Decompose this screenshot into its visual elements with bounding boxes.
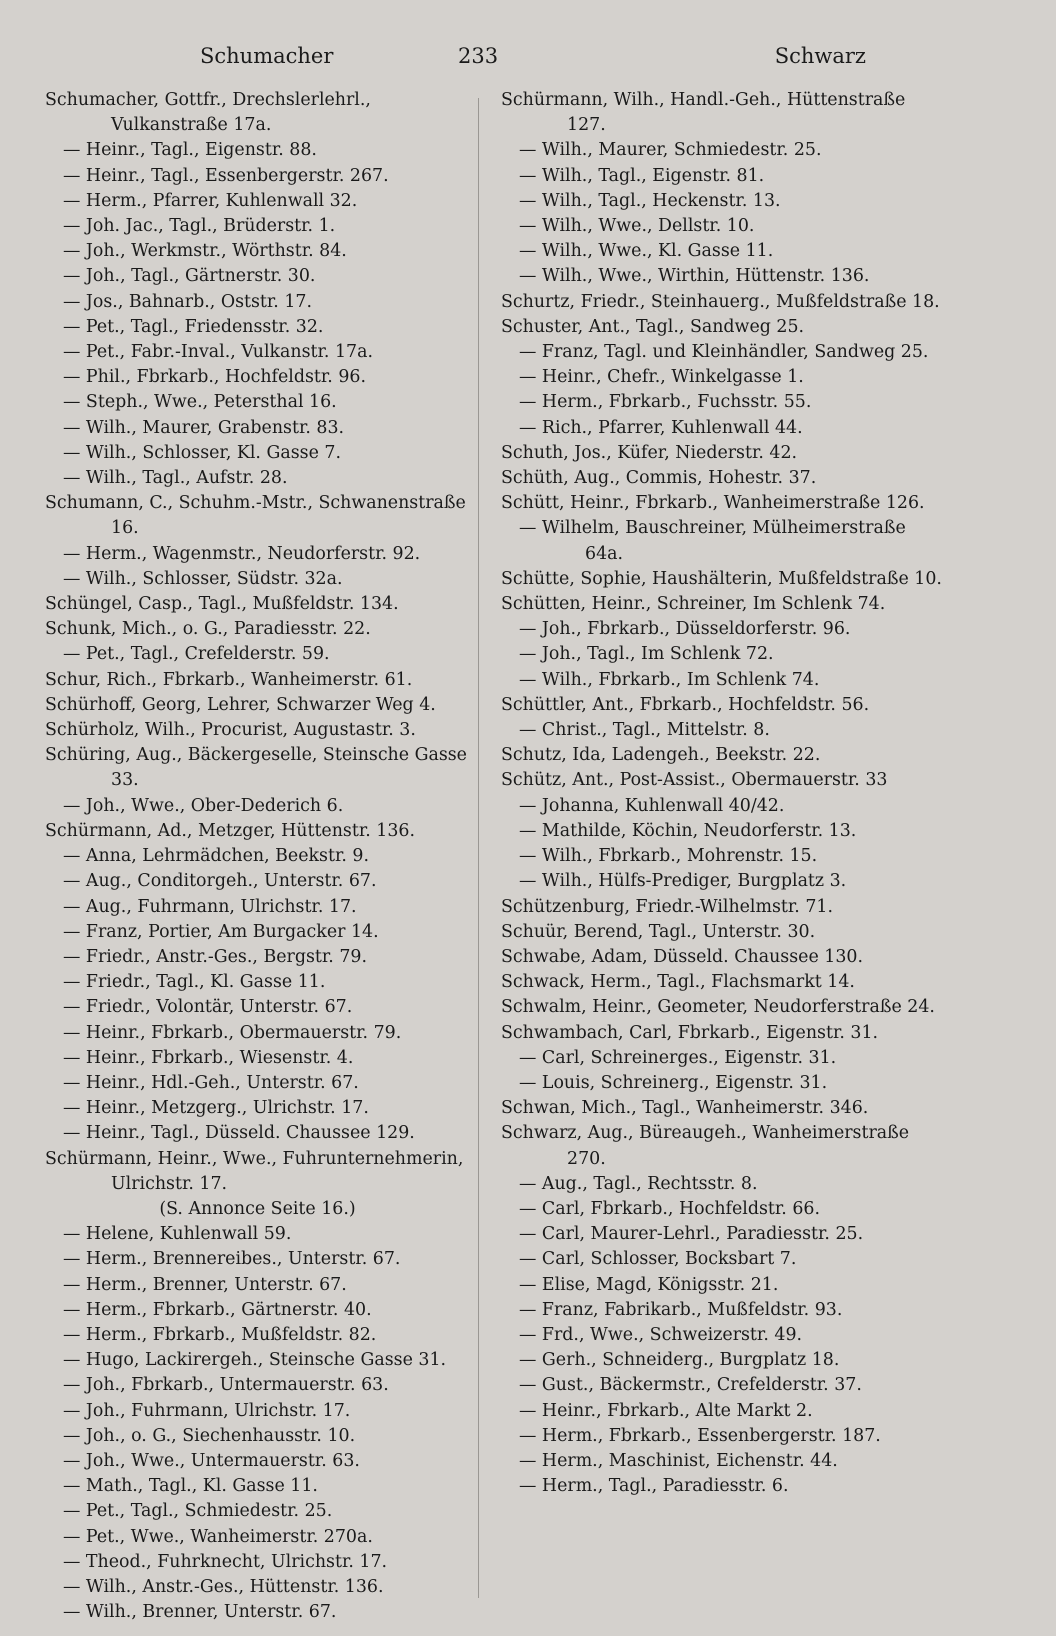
directory-entry: — Joh., Werkmstr., Wörthstr. 84. xyxy=(63,241,347,262)
directory-entry: Schüttler, Ant., Fbrkarb., Hochfeldstr. 56. xyxy=(501,694,870,715)
directory-entry: — Herm., Fbrkarb., Essenbergerstr. 187. xyxy=(519,1425,881,1446)
directory-entry: — Aug., Conditorgeh., Unterstr. 67. xyxy=(63,871,377,892)
directory-entry: — Carl, Maurer-Lehrl., Paradiesstr. 25. xyxy=(519,1224,864,1245)
directory-entry: — Heinr., Tagl., Eigenstr. 88. xyxy=(63,140,317,161)
directory-entry: — Wilh., Maurer, Schmiedestr. 25. xyxy=(519,140,822,161)
directory-entry: — Friedr., Anstr.-Ges., Bergstr. 79. xyxy=(63,946,367,967)
directory-entry: Schuür, Berend, Tagl., Unterstr. 30. xyxy=(501,921,816,942)
right-catchword: Schwarz xyxy=(774,44,866,68)
directory-entry: — Heinr., Fbrkarb., Obermauerstr. 79. xyxy=(63,1022,402,1043)
directory-entry: — Joh., Fbrkarb., Untermauerstr. 63. xyxy=(63,1375,389,1396)
directory-entry: Schuth, Jos., Küfer, Niederstr. 42. xyxy=(501,442,798,463)
directory-entry: — Pet., Tagl., Friedensstr. 32. xyxy=(63,316,324,337)
directory-entry: — Wilh., Tagl., Heckenstr. 13. xyxy=(519,190,781,211)
directory-entry: — Heinr., Chefr., Winkelgasse 1. xyxy=(519,367,804,388)
directory-entry: — Wilh., Wwe., Wirthin, Hüttenstr. 136. xyxy=(519,266,870,287)
directory-entry: — Christ., Tagl., Mittelstr. 8. xyxy=(519,720,770,741)
directory-entry: Schur, Rich., Fbrkarb., Wanheimerstr. 61. xyxy=(45,669,413,690)
directory-entry: — Wilh., Brenner, Unterstr. 67. xyxy=(63,1602,337,1623)
directory-entry: Schüring, Aug., Bäckergeselle, Steinsche Gasse 33. xyxy=(45,745,467,791)
directory-entry: — Franz, Fabrikarb., Mußfeldstr. 93. xyxy=(519,1299,843,1320)
directory-entry: — Herm., Brennereibes., Unterstr. 67. xyxy=(63,1249,401,1270)
directory-entry: Schunk, Mich., o. G., Paradiesstr. 22. xyxy=(45,619,371,640)
directory-entry: Schütt, Heinr., Fbrkarb., Wanheimerstraße 126. xyxy=(501,493,925,514)
directory-entry: — Herm., Brenner, Unterstr. 67. xyxy=(63,1274,347,1295)
directory-entry: Schwarz, Aug., Büreaugeh., Wanheimerstraße 270. xyxy=(501,1123,910,1169)
directory-entry: — Aug., Tagl., Rechtsstr. 8. xyxy=(519,1173,758,1194)
directory-entry: — Friedr., Volontär, Unterstr. 67. xyxy=(63,997,353,1018)
directory-entry: — Joh., Fuhrmann, Ulrichstr. 17. xyxy=(63,1400,351,1421)
directory-entry: — Joh., Tagl., Gärtnerstr. 30. xyxy=(63,266,316,287)
directory-entry: Schumacher, Gottfr., Drechslerlehrl., Vulkanstraße 17a. xyxy=(45,90,371,136)
directory-entry: — Elise, Magd, Königsstr. 21. xyxy=(519,1274,779,1295)
directory-entry: — Johanna, Kuhlenwall 40/42. xyxy=(519,795,785,816)
directory-entry: — Wilh., Fbrkarb., Im Schlenk 74. xyxy=(519,669,820,690)
directory-entry: Schwack, Herm., Tagl., Flachsmarkt 14. xyxy=(501,972,855,993)
directory-entry: — Herm., Fbrkarb., Mußfeldstr. 82. xyxy=(63,1324,377,1345)
directory-entry: Schumann, C., Schuhm.-Mstr., Schwanenstraße 16. xyxy=(45,493,466,539)
directory-entry: — Herm., Pfarrer, Kuhlenwall 32. xyxy=(63,190,358,211)
directory-entry: Schütte, Sophie, Haushälterin, Mußfeldstraße 10. xyxy=(501,568,942,589)
directory-entry: — Joh., Fbrkarb., Düsseldorferstr. 96. xyxy=(519,619,851,640)
directory-entry: — Wilh., Wwe., Kl. Gasse 11. xyxy=(519,241,774,262)
directory-entry: Schürmann, Wilh., Handl.-Geh., Hüttenstraße 127. xyxy=(501,90,906,136)
directory-entry: Schwalm, Heinr., Geometer, Neudorferstraße 24. xyxy=(501,997,935,1018)
directory-entry: — Jos., Bahnarb., Oststr. 17. xyxy=(63,291,313,312)
directory-entry: Schuster, Ant., Tagl., Sandweg 25. xyxy=(501,316,805,337)
directory-entry: — Math., Tagl., Kl. Gasse 11. xyxy=(63,1476,318,1497)
directory-entry: Schürhoff, Georg, Lehrer, Schwarzer Weg 4. xyxy=(45,694,436,715)
directory-entry: Schwabe, Adam, Düsseld. Chaussee 130. xyxy=(501,946,863,967)
directory-entry: — Hugo, Lackirergeh., Steinsche Gasse 31. xyxy=(63,1350,447,1371)
directory-entry: Schwambach, Carl, Fbrkarb., Eigenstr. 31. xyxy=(501,1022,879,1043)
directory-entry: — Carl, Schlosser, Bocksbart 7. xyxy=(519,1249,797,1270)
directory-entry: — Friedr., Tagl., Kl. Gasse 11. xyxy=(63,972,326,993)
directory-entry: — Mathilde, Köchin, Neudorferstr. 13. xyxy=(519,820,857,841)
directory-entry: — Joh., Wwe., Untermauerstr. 63. xyxy=(63,1450,360,1471)
directory-entry: — Phil., Fbrkarb., Hochfeldstr. 96. xyxy=(63,367,367,388)
directory-entry: — Pet., Wwe., Wanheimerstr. 270a. xyxy=(63,1526,373,1547)
directory-entry: — Heinr., Tagl., Essenbergerstr. 267. xyxy=(63,165,389,186)
page-header xyxy=(40,44,1016,80)
directory-entry: Schütz, Ant., Post-Assist., Obermauerstr. 33 xyxy=(501,770,888,791)
directory-entry: — Heinr., Fbrkarb., Wiesenstr. 4. xyxy=(63,1047,354,1068)
directory-entry: — Gust., Bäckermstr., Crefelderstr. 37. xyxy=(519,1375,862,1396)
directory-entry: — Herm., Tagl., Paradiesstr. 6. xyxy=(519,1476,789,1497)
directory-entry: — Joh., Wwe., Ober-Dederich 6. xyxy=(63,795,344,816)
directory-entry: — Wilh., Fbrkarb., Mohrenstr. 15. xyxy=(519,846,818,867)
directory-entry: — Pet., Tagl., Crefelderstr. 59. xyxy=(63,644,330,665)
directory-entry: — Heinr., Metzgerg., Ulrichstr. 17. xyxy=(63,1098,369,1119)
directory-entry: — Heinr., Fbrkarb., Alte Markt 2. xyxy=(519,1400,813,1421)
directory-entry: — Wilh., Hülfs-Prediger, Burgplatz 3. xyxy=(519,871,847,892)
directory-entry: — Heinr., Hdl.-Geh., Unterstr. 67. xyxy=(63,1072,359,1093)
right-column xyxy=(501,88,949,1499)
directory-entry: Schutz, Ida, Ladengeh., Beekstr. 22. xyxy=(501,745,821,766)
directory-entry: Schürholz, Wilh., Procurist, Augustastr. 3. xyxy=(45,720,416,741)
left-column xyxy=(45,88,470,1625)
directory-entry: — Joh. Jac., Tagl., Brüderstr. 1. xyxy=(63,216,336,237)
directory-entry: — Carl, Fbrkarb., Hochfeldstr. 66. xyxy=(519,1198,820,1219)
directory-entry: — Helene, Kuhlenwall 59. xyxy=(63,1224,292,1245)
directory-entry: — Pet., Fabr.-Inval., Vulkanstr. 17a. xyxy=(63,342,374,363)
directory-entry: Schürmann, Ad., Metzger, Hüttenstr. 136. xyxy=(45,820,416,841)
directory-entry: — Carl, Schreinerges., Eigenstr. 31. xyxy=(519,1047,837,1068)
directory-entry: — Heinr., Tagl., Düsseld. Chaussee 129. xyxy=(63,1123,415,1144)
left-catchword: Schumacher xyxy=(200,44,334,68)
directory-entry: — Wilh., Schlosser, Südstr. 32a. xyxy=(63,568,343,589)
directory-entry: — Wilh., Wwe., Dellstr. 10. xyxy=(519,216,755,237)
directory-entry: — Steph., Wwe., Petersthal 16. xyxy=(63,392,337,413)
directory-entry: — Franz, Portier, Am Burgacker 14. xyxy=(63,921,379,942)
directory-entry: Schüth, Aug., Commis, Hohestr. 37. xyxy=(501,468,817,489)
directory-entry: — Herm., Maschinist, Eichenstr. 44. xyxy=(519,1450,838,1471)
directory-entry: Schürmann, Heinr., Wwe., Fuhrunternehmerin, Ulrichstr. 17. xyxy=(45,1148,464,1194)
directory-entry: — Wilhelm, Bauschreiner, Mülheimerstraße 64a. xyxy=(519,518,906,564)
directory-entry: Schurtz, Friedr., Steinhauerg., Mußfeldstraße 18. xyxy=(501,291,940,312)
directory-entry: — Herm., Wagenmstr., Neudorferstr. 92. xyxy=(63,543,421,564)
directory-entry: — Joh., o. G., Siechenhausstr. 10. xyxy=(63,1425,356,1446)
column-divider xyxy=(478,98,479,1598)
directory-entry: — Wilh., Maurer, Grabenstr. 83. xyxy=(63,417,345,438)
directory-entry: — Wilh., Tagl., Aufstr. 28. xyxy=(63,468,288,489)
directory-entry: — Aug., Fuhrmann, Ulrichstr. 17. xyxy=(63,896,357,917)
directory-entry: — Wilh., Schlosser, Kl. Gasse 7. xyxy=(63,442,342,463)
directory-entry: — Theod., Fuhrknecht, Ulrichstr. 17. xyxy=(63,1551,388,1572)
directory-entry: — Franz, Tagl. und Kleinhändler, Sandweg 25. xyxy=(519,342,929,363)
directory-entry: — Wilh., Anstr.-Ges., Hüttenstr. 136. xyxy=(63,1576,384,1597)
directory-entry: Schütten, Heinr., Schreiner, Im Schlenk 74. xyxy=(501,594,886,615)
directory-entry: — Rich., Pfarrer, Kuhlenwall 44. xyxy=(519,417,803,438)
directory-entry: — Herm., Fbrkarb., Fuchsstr. 55. xyxy=(519,392,812,413)
directory-entry: Schüngel, Casp., Tagl., Mußfeldstr. 134. xyxy=(45,594,399,615)
directory-entry: — Frd., Wwe., Schweizerstr. 49. xyxy=(519,1324,803,1345)
directory-entry: (S. Annonce Seite 16.) xyxy=(159,1198,356,1219)
directory-entry: — Pet., Tagl., Schmiedestr. 25. xyxy=(63,1501,333,1522)
directory-entry: — Wilh., Tagl., Eigenstr. 81. xyxy=(519,165,765,186)
directory-entry: Schwan, Mich., Tagl., Wanheimerstr. 346. xyxy=(501,1098,869,1119)
directory-entry: — Gerh., Schneiderg., Burgplatz 18. xyxy=(519,1350,840,1371)
directory-entry: Schützenburg, Friedr.-Wilhelmstr. 71. xyxy=(501,896,834,917)
directory-entry: — Anna, Lehrmädchen, Beekstr. 9. xyxy=(63,846,369,867)
directory-entry: — Louis, Schreinerg., Eigenstr. 31. xyxy=(519,1072,828,1093)
directory-entry: — Joh., Tagl., Im Schlenk 72. xyxy=(519,644,774,665)
page-number: 233 xyxy=(458,44,499,68)
directory-entry: — Herm., Fbrkarb., Gärtnerstr. 40. xyxy=(63,1299,372,1320)
